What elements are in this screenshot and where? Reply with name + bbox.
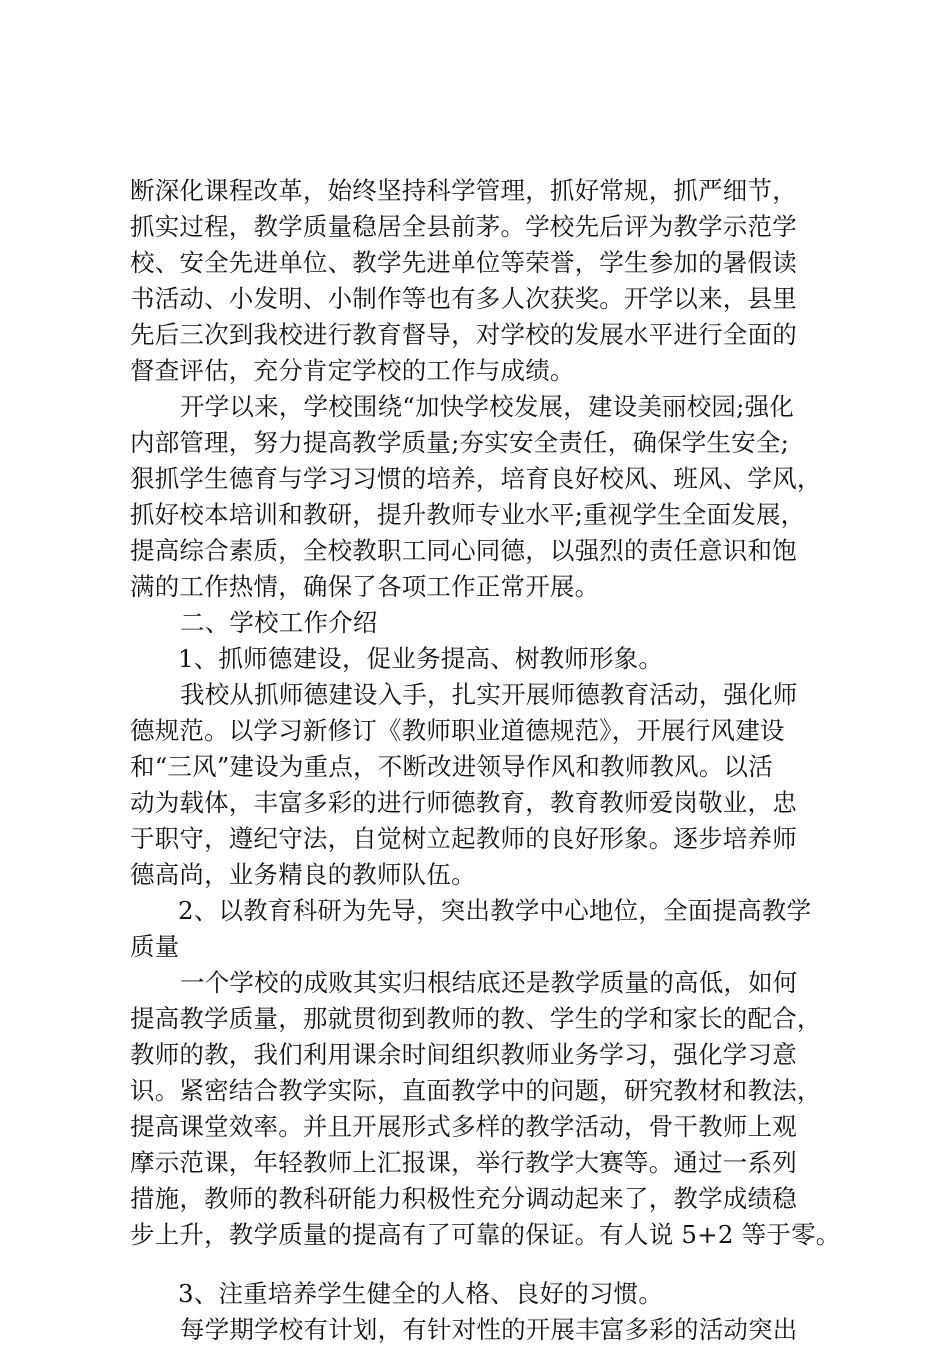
paragraph-line: 内部管理，努力提高教学质量;夯实安全责任，确保学生安全; [130,428,790,457]
paragraph-line: 动为载体，丰富多彩的进行师德教育，教育教师爱岗敬业，忠 [130,788,797,817]
paragraph-line: 先后三次到我校进行教育督导，对学校的发展水平进行全面的 [130,320,797,349]
paragraph-line: 一个学校的成败其实归根结底还是教学质量的高低，如何 [180,968,798,997]
subsection-heading: 3、注重培养学生健全的人格、良好的习惯。 [178,1279,664,1308]
paragraph-line: 抓实过程，教学质量稳居全县前茅。学校先后评为教学示范学 [130,212,797,241]
paragraph-line: 措施，教师的教科研能力积极性充分调动起来了，教学成绩稳 [130,1184,797,1213]
paragraph-line: 提高综合素质，全校教职工同心同德，以强烈的责任意识和饱 [130,536,797,565]
paragraph-line: 我校从抓师德建设入手，扎实开展师德教育活动，强化师 [180,680,798,709]
paragraph-line: 每学期学校有计划，有针对性的开展丰富多彩的活动突出 [180,1315,798,1344]
section-heading: 二、学校工作介绍 [180,608,378,637]
paragraph-line: 步上升，教学质量的提高有了可靠的保证。有人说 5+2 等于零。 [130,1220,841,1249]
paragraph-line: 提高教学质量，那就贯彻到教师的教、学生的学和家长的配合， [130,1004,822,1033]
paragraph-line: 开学以来，学校围绕“加快学校发展，建设美丽校园;强化 [180,392,794,421]
paragraph-line: 抓好校本培训和教研，提升教师专业水平;重视学生全面发展， [130,500,806,529]
paragraph-line: 教师的教，我们利用课余时间组织教师业务学习，强化学习意 [130,1040,797,1069]
paragraph-line: 狠抓学生德育与学习习惯的培养，培育良好校风、班风、学风， [130,464,822,493]
subsection-heading-continuation: 质量 [130,932,180,961]
paragraph-line: 督查评估，充分肯定学校的工作与成绩。 [130,356,575,385]
paragraph-line: 于职守，遵纪守法，自觉树立起教师的良好形象。逐步培养师 [130,824,797,853]
paragraph-line: 摩示范课，年轻教师上汇报课，举行教学大赛等。通过一系列 [130,1148,797,1177]
paragraph-line: 识。紧密结合教学实际，直面教学中的问题，研究教材和教法， [130,1076,822,1105]
paragraph-line: 和“三风”建设为重点，不断改进领导作风和教师教风。以活 [130,752,773,781]
paragraph-line: 满的工作热情，确保了各项工作正常开展。 [130,572,600,601]
paragraph-line: 断深化课程改革，始终坚持科学管理，抓好常规，抓严细节， [130,176,797,205]
paragraph-line: 德规范。以学习新修订《教师职业道德规范》，开展行风建设 [130,716,785,745]
subsection-heading: 2、以教育科研为先导，突出教学中心地位，全面提高教学 [178,896,812,925]
paragraph-line: 校、安全先进单位、教学先进单位等荣誉，学生参加的暑假读 [130,248,797,277]
subsection-heading: 1、抓师德建设，促业务提高、树教师形象。 [178,644,664,673]
paragraph-line: 书活动、小发明、小制作等也有多人次获奖。开学以来，县里 [130,284,797,313]
paragraph-line: 提高课堂效率。并且开展形式多样的教学活动，骨干教师上观 [130,1112,797,1141]
paragraph-line: 德高尚，业务精良的教师队伍。 [130,860,476,889]
